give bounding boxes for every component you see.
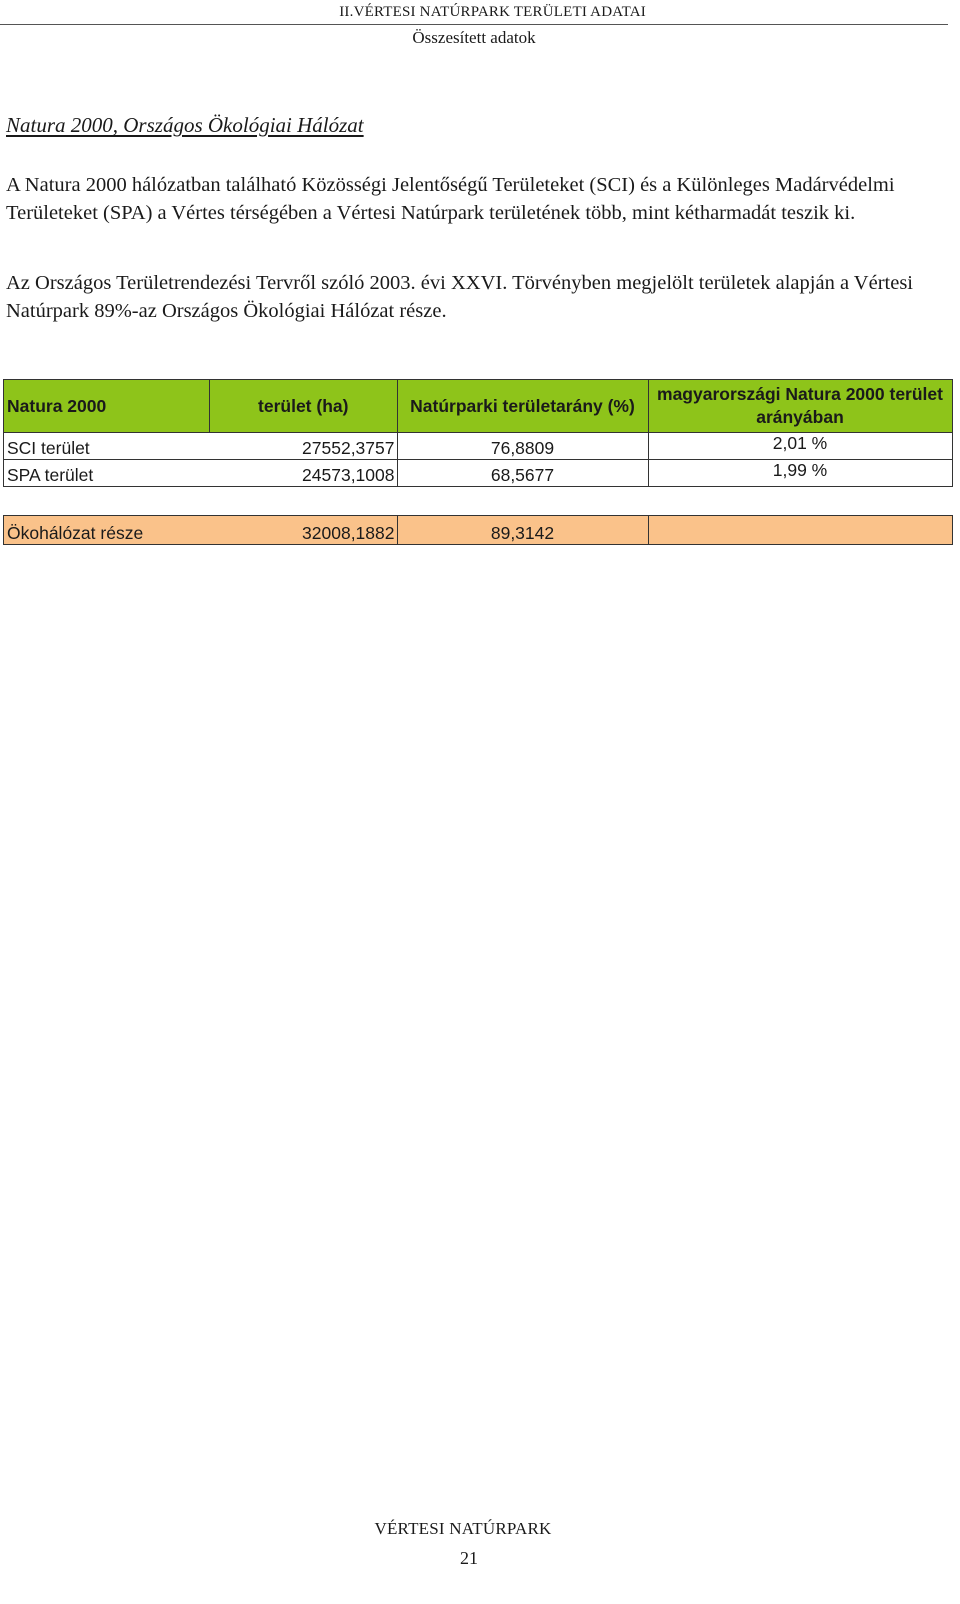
table-cell: 1,99 % <box>648 460 952 487</box>
table-cell: 24573,1008 <box>210 460 398 487</box>
natura-2000-table <box>3 379 953 545</box>
table-header-cell: terület (ha) <box>210 380 398 433</box>
header-divider <box>0 24 948 25</box>
table-cell: Ökohálózat része <box>4 516 210 545</box>
table-row <box>4 460 953 487</box>
running-header-subtitle: Összesített adatok <box>412 28 536 47</box>
table-cell: 27552,3757 <box>210 433 398 460</box>
table-cell: SPA terület <box>4 460 210 487</box>
table-cell <box>648 516 952 545</box>
paragraph-natura-sci-spa: A Natura 2000 hálózatban található Közösségi Jelentőségű Területeket (SCI) és a Különleges Madárvédelmi Területeket (SPA) a Vértes térségében a Vértesi Natúrpark területének több, mint kétharmadát teszik ki. <box>6 174 895 224</box>
table-cell: 76,8809 <box>397 433 648 460</box>
table-total-row <box>4 516 953 545</box>
table-cell: 89,3142 <box>397 516 648 545</box>
table-cell: 32008,1882 <box>210 516 398 545</box>
footer-publisher: VÉRTESI NATÚRPARK <box>374 1519 552 1538</box>
table-cell: SCI terület <box>4 433 210 460</box>
table-header-cell: Natura 2000 <box>4 380 210 433</box>
table-cell: 68,5677 <box>397 460 648 487</box>
table-header-cell: Natúrparki területarány (%) <box>397 380 648 433</box>
table-header-cell: magyarországi Natura 2000 terület arányában <box>648 380 952 433</box>
paragraph-okologiai-halozat: Az Országos Területrendezési Tervről szóló 2003. évi XXVI. Törvényben megjelölt területek alapján a Vértesi Natúrpark 89%-az Országos Ökológiai Hálózat része. <box>6 272 913 322</box>
page-number: 21 <box>460 1548 478 1568</box>
table-row <box>4 433 953 460</box>
table-header-row <box>4 380 953 433</box>
table-spacer-row <box>4 487 953 516</box>
table-cell: 2,01 % <box>648 433 952 460</box>
section-title: Natura 2000, Országos Ökológiai Hálózat <box>6 113 364 137</box>
running-header-title <box>0 0 946 22</box>
running-header-text: II.VÉRTESI NATÚRPARK TERÜLETI ADATAI <box>339 4 646 20</box>
